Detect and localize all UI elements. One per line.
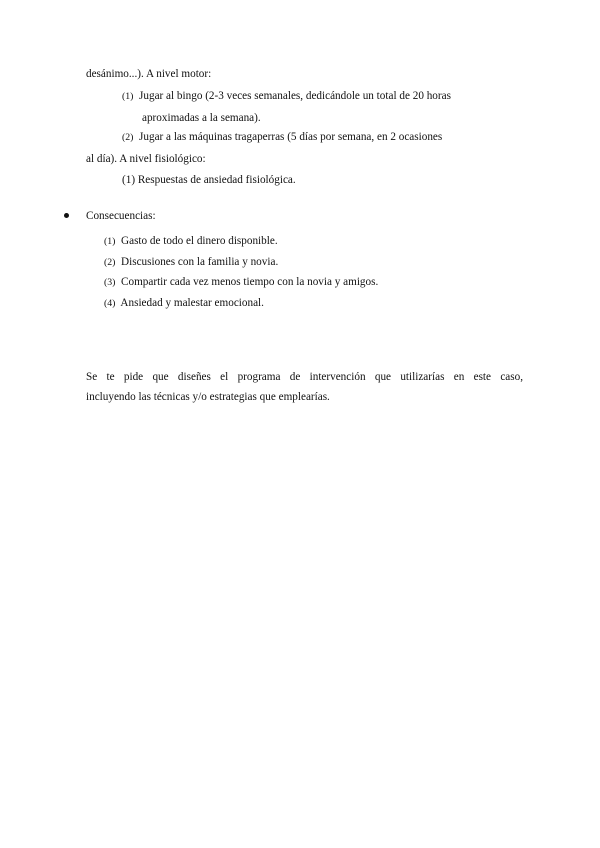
- bullet-icon: [64, 213, 69, 218]
- item-number: (1): [122, 91, 134, 102]
- item-number: (4): [104, 298, 116, 309]
- item-text: Discusiones con la familia y novia.: [121, 256, 279, 268]
- motor-item-2: [122, 130, 442, 145]
- item-number: (2): [122, 132, 134, 143]
- item-text: Jugar a las máquinas tragaperras (5 días por semana, en 2 ocasiones: [139, 131, 443, 143]
- consecuencia-item-4: [104, 296, 264, 311]
- fisiologico-item-1: (1) Respuestas de ansiedad fisiológica.: [122, 174, 296, 186]
- consecuencias-title: Consecuencias:: [86, 210, 156, 222]
- task-paragraph-line-1: Se te pide que diseñes el programa de intervención que utilizarías en este caso,: [86, 371, 523, 383]
- text-line-fisiologico: al día). A nivel fisiológico:: [86, 153, 206, 165]
- item-text: Jugar al bingo (2-3 veces semanales, dedicándole un total de 20 horas: [139, 90, 451, 102]
- item-number: (2): [104, 257, 116, 268]
- item-text: Compartir cada vez menos tiempo con la novia y amigos.: [121, 276, 379, 288]
- consecuencia-item-1: [104, 234, 278, 249]
- item-text: Ansiedad y malestar emocional.: [120, 297, 264, 309]
- item-number: (1): [104, 236, 116, 247]
- consecuencia-item-3: [104, 275, 378, 290]
- motor-item-1: [122, 89, 451, 104]
- text-line-motor: desánimo...). A nivel motor:: [86, 68, 212, 80]
- item-number: (3): [104, 277, 116, 288]
- item-text: Gasto de todo el dinero disponible.: [121, 235, 278, 247]
- consecuencia-item-2: [104, 255, 278, 270]
- task-paragraph-line-2: incluyendo las técnicas y/o estrategias que emplearías.: [86, 391, 330, 403]
- motor-item-1-continuation: aproximadas a la semana).: [142, 112, 261, 124]
